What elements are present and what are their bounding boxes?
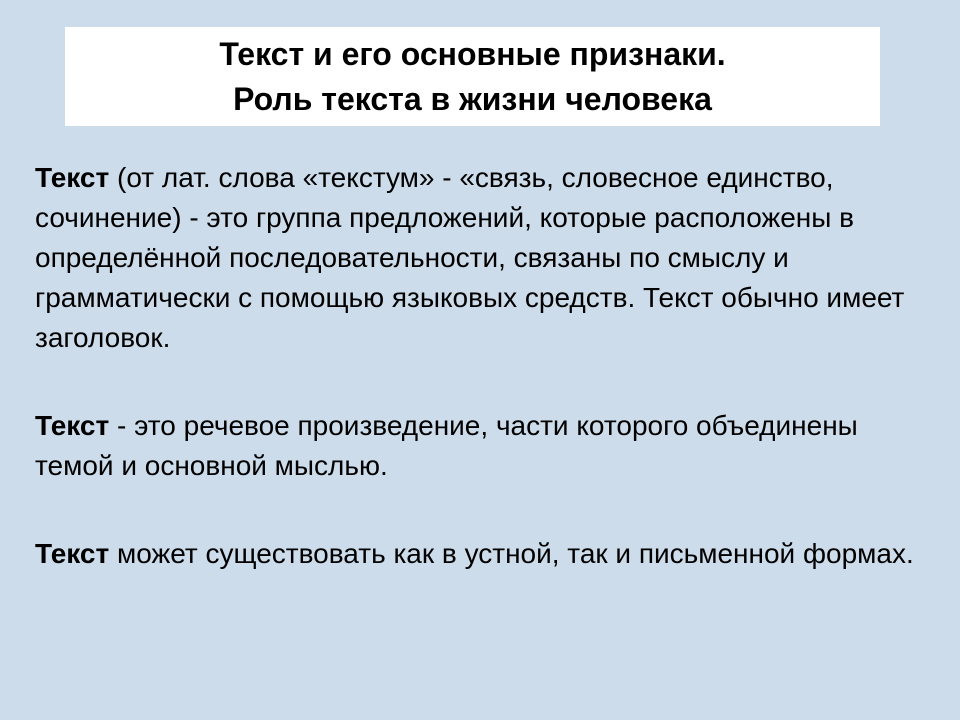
slide-body-text — [35, 158, 917, 622]
slide-title-line-1: Текст и его основные признаки. — [219, 35, 726, 72]
paragraph-text: - это речевое произведение, части которого объединены темой и основной мыслью. — [35, 410, 858, 481]
slide-title-line-2: Роль текста в жизни человека — [233, 80, 712, 117]
paragraph-lead-word: Текст — [35, 538, 110, 569]
paragraph-text: (от лат. слова «текстум» - «связь, словесное единство, сочинение) - это группа предложений, которые расположены в определённой последовательности, связаны по смыслу и грамматически с помощью языковых средств. Текст обычно имеет заголовок. — [35, 162, 905, 353]
slide-title-box — [65, 27, 880, 126]
paragraph-definition-3 — [35, 534, 917, 574]
paragraph-definition-2 — [35, 406, 917, 486]
paragraph-lead-word: Текст — [35, 162, 110, 193]
paragraph-lead-word: Текст — [35, 410, 110, 441]
paragraph-definition-1 — [35, 158, 917, 358]
paragraph-text: может существовать как в устной, так и письменной формах. — [109, 538, 914, 569]
